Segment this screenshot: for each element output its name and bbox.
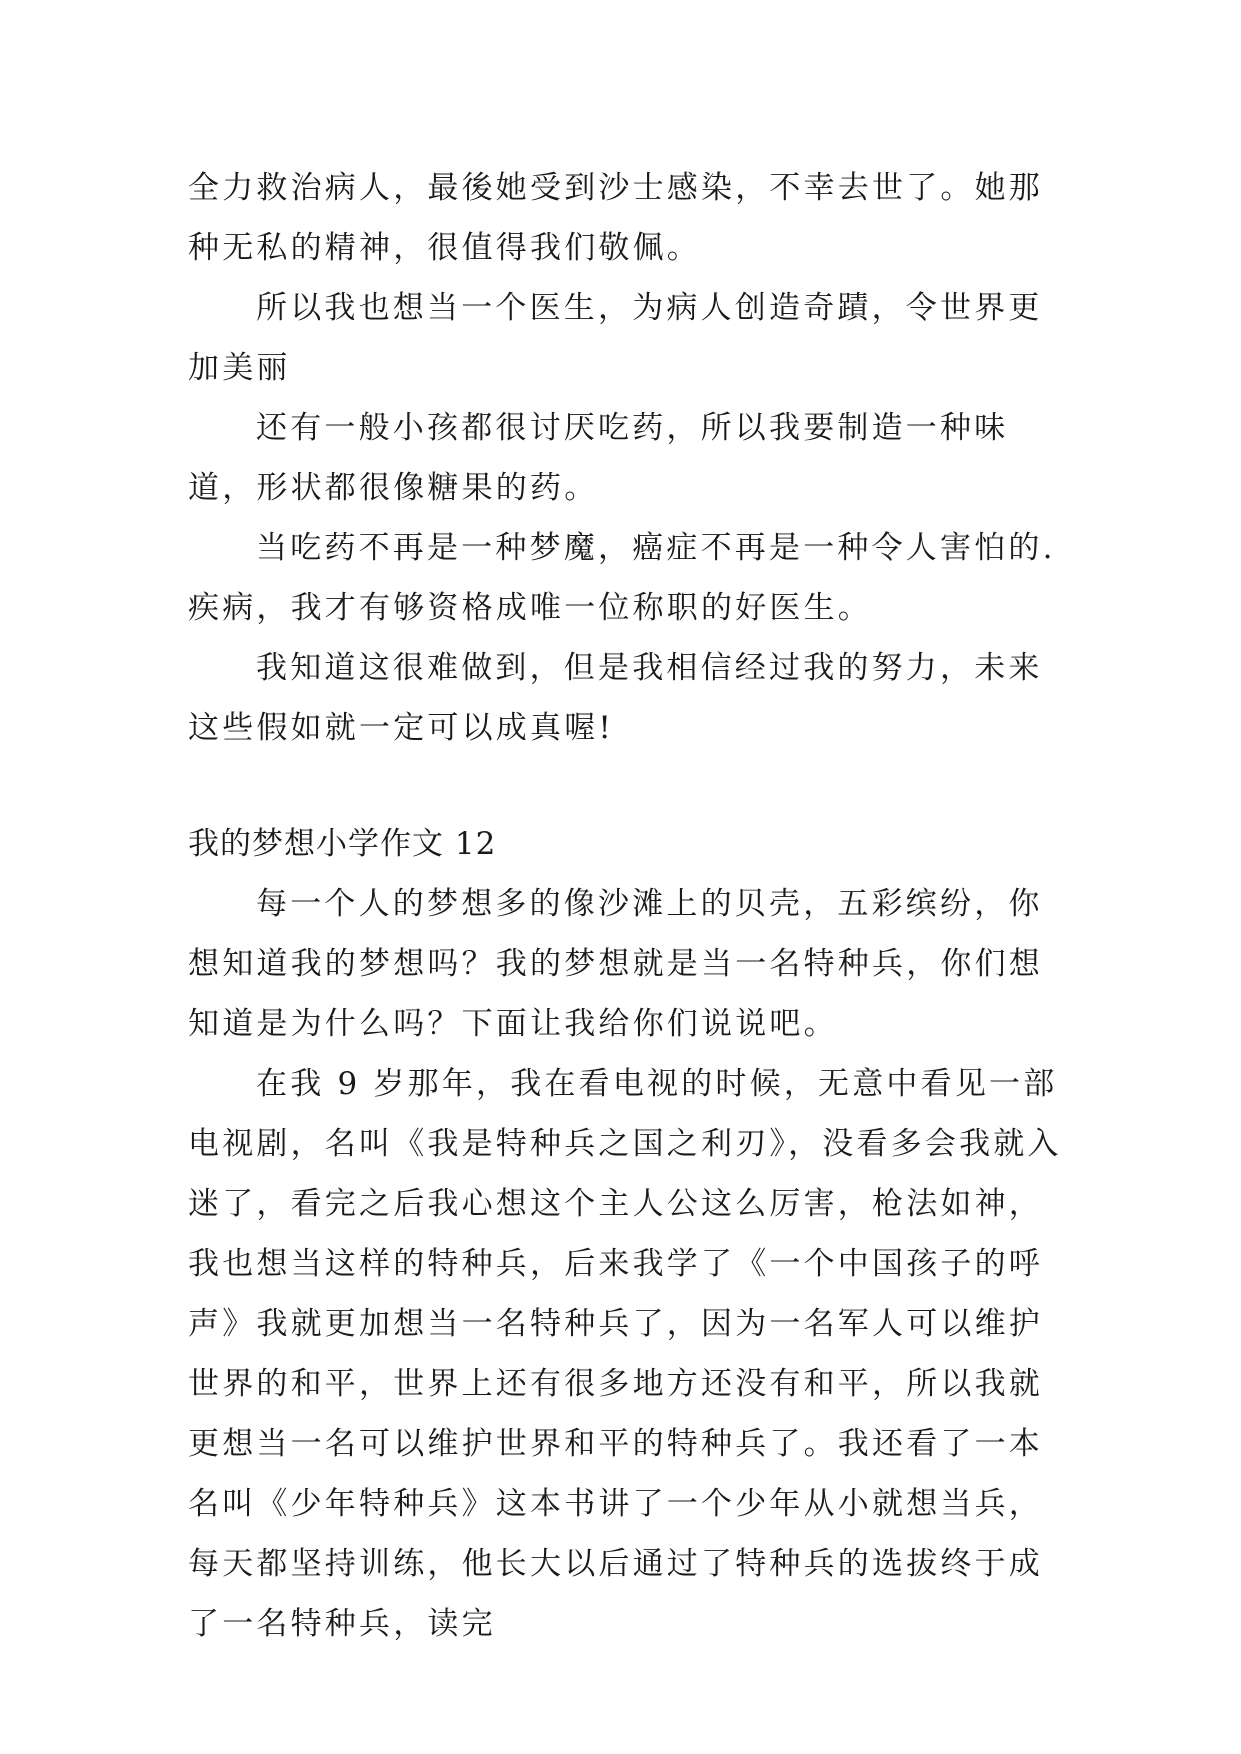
paragraph: 每一个人的梦想多的像沙滩上的贝壳，五彩缤纷，你想知道我的梦想吗？我的梦想就是当一名特种兵，你们想知道是为什么吗？下面让我给你们说说吧。	[188, 886, 1043, 1042]
paragraph: 所以我也想当一个医生，为病人创造奇蹟，令世界更加美丽	[188, 290, 1043, 386]
paragraph: 当吃药不再是一种梦魔，癌症不再是一种令人害怕的.疾病，我才有够资格成唯一位称职的好医生。	[188, 530, 1056, 626]
paragraph-continued: 全力救治病人，最後她受到沙士感染，不幸去世了。她那种无私的精神，很值得我们敬佩。	[188, 170, 1043, 266]
document-body	[188, 158, 1068, 1654]
paragraph: 在我 9 岁那年，我在看电视的时候，无意中看见一部电视剧，名叫《我是特种兵之国之利刃》，没看多会我就入迷了，看完之后我心想这个主人公这么厉害，枪法如神，我也想当这样的特种兵，后来我学了《一个中国孩子的呼声》我就更加想当一名特种兵了，因为一名军人可以维护世界的和平，世界上还有很多地方还没有和平，所以我就更想当一名可以维护世界和平的特种兵了。我还看了一本名叫《少年特种兵》这本书讲了一个少年从小就想当兵，每天都坚持训练，他长大以后通过了特种兵的选拔终于成了一名特种兵，读完	[188, 1066, 1062, 1642]
paragraph: 我知道这很难做到，但是我相信经过我的努力，未来这些假如就一定可以成真喔!	[188, 650, 1043, 746]
paragraph: 还有一般小孩都很讨厌吃药，所以我要制造一种味道，形状都很像糖果的药。	[188, 410, 1009, 506]
section-heading: 我的梦想小学作文 12	[188, 826, 497, 862]
